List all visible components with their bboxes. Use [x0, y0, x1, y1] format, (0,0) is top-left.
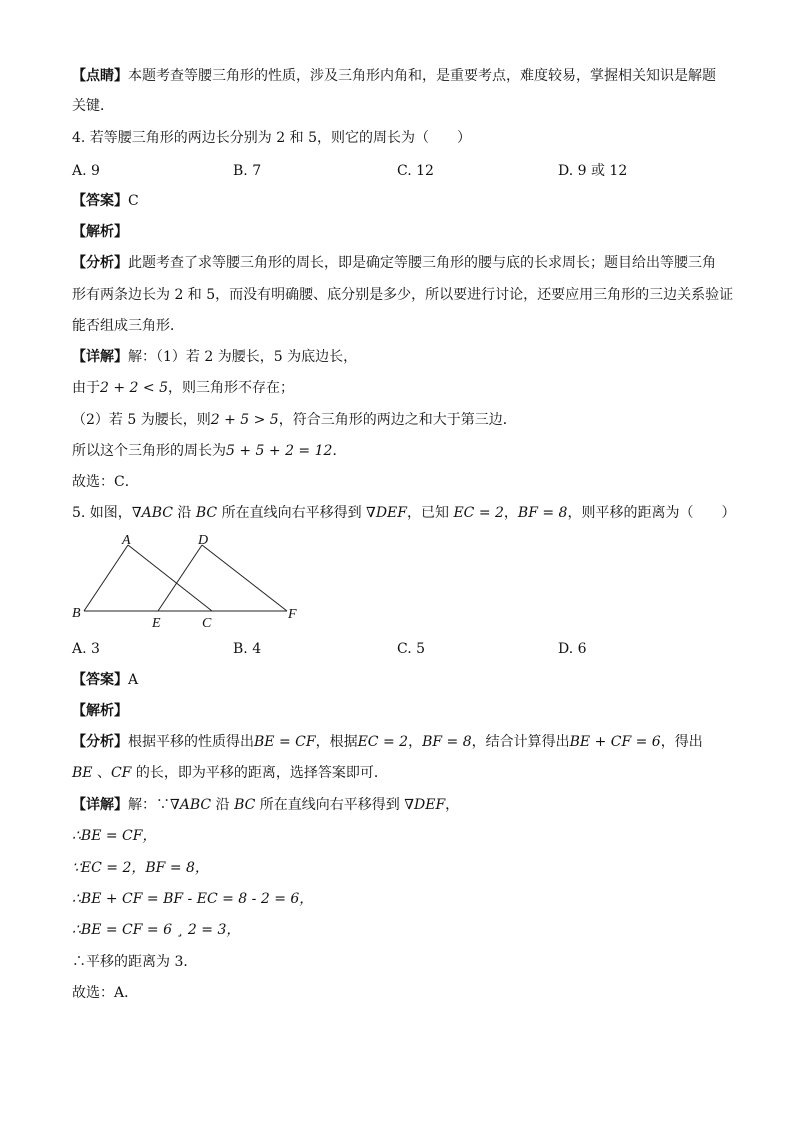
segment-ed	[158, 545, 202, 611]
q5-option-c: C. 5	[397, 641, 426, 657]
q4-xiangjie-4	[72, 441, 346, 461]
q5-xiangjie-5: ∴BE = CF = 6 ¸ 2 = 3，	[72, 922, 241, 938]
q4-xj3-b: ，符合三角形的两边之和大于第三边．	[278, 412, 517, 428]
q5-xj1-b: 沿	[211, 797, 235, 813]
q5-fenxi-1	[72, 732, 703, 752]
q5-xiangjie-label: 【详解】	[72, 797, 128, 813]
q4-xj2-b: ，则三角形不存在；	[167, 380, 294, 396]
q4-option-a: A. 9	[72, 163, 100, 179]
q5-xiangjie-2: ∴BE = CF，	[72, 828, 157, 844]
q5-option-a: A. 3	[72, 641, 100, 657]
q5-fx2-b: 的长，即为平移的距离，选择答案即可．	[131, 765, 388, 781]
q5-fx1-b: ，根据	[315, 734, 358, 750]
label-c: C	[202, 616, 212, 631]
q5-analysis-label: 【解析】	[72, 703, 128, 719]
q5-fx1-m3: BF = 8	[422, 734, 472, 750]
q4-xiangjie-label: 【详解】	[72, 349, 128, 365]
q5-fx1-d: ，结合计算得出	[471, 734, 570, 750]
q4-option-b: B. 7	[233, 163, 262, 179]
q5-answer-value: A	[128, 672, 139, 688]
q4-xiangjie-1	[72, 347, 357, 367]
q4-answer-label: 【答案】	[72, 193, 128, 209]
q4-xj2-math: 2 + 2 < 5	[100, 380, 168, 396]
q4-answer	[72, 191, 139, 211]
tip-line-1	[72, 66, 716, 86]
q5-xiangjie-6: ∴平移的距离为 3．	[72, 954, 198, 970]
q5-xj1-c: 所在直线向右平移得到	[255, 797, 405, 813]
label-e: E	[152, 616, 161, 631]
q5-xj1-m3: ∇DEF	[404, 797, 446, 813]
q4-stem: 4. 若等腰三角形的两边长分别为 2 和 5，则它的周长为（ ）	[72, 130, 471, 146]
q5-xiangjie-1	[72, 795, 459, 815]
q5-stem-m4: EC = 2	[453, 505, 504, 521]
tip-label: 【点睛】	[72, 68, 128, 84]
q5-fx1-e: ，得出	[660, 734, 703, 750]
q5-fenxi-2	[72, 763, 388, 783]
q5-xj1-d: ，	[445, 797, 460, 813]
label-a: A	[122, 533, 131, 548]
q4-answer-value: C	[128, 193, 139, 209]
q5-stem-m2: BC	[195, 505, 218, 521]
q5-fx2-m1: BE	[72, 765, 93, 781]
q5-stem-m5: BF = 8	[517, 505, 568, 521]
q5-stem-d: ，已知	[406, 505, 454, 521]
q5-stem-b: 沿	[172, 505, 196, 521]
q5-fx1-a: 根据平移的性质得出	[128, 734, 254, 750]
q4-xj3-math: 2 + 5 > 5	[210, 412, 279, 428]
q5-xiangjie-3: ∵EC = 2，BF = 8，	[72, 860, 209, 876]
q5-fx1-m1: BE = CF	[254, 734, 316, 750]
q4-xj3-a: （2）若 5 为腰长，则	[72, 412, 211, 428]
q5-fx1-c: ，	[408, 734, 423, 750]
q4-xj4-math: 5 + 5 + 2 = 12	[226, 443, 333, 459]
q4-analysis-label: 【解析】	[72, 224, 128, 240]
q5-xj1-m1: ∇ABC	[170, 797, 212, 813]
q4-xiangjie-5: 故选：C．	[72, 474, 139, 490]
label-d: D	[198, 533, 209, 548]
q4-fenxi-label: 【分析】	[72, 255, 128, 271]
q5-fx1-m2: EC = 2	[357, 734, 409, 750]
q5-xj1-a: 解：∵	[128, 797, 170, 813]
segment-df	[202, 545, 287, 611]
q4-xj4-a: 所以这个三角形的周长为	[72, 443, 226, 459]
q5-stem-f: ，则平移的距离为（ ）	[567, 505, 736, 521]
q4-xiangjie-2	[72, 378, 294, 398]
q4-fenxi-1	[72, 253, 716, 273]
q4-fenxi-3: 能否组成三角形．	[72, 318, 184, 334]
q5-option-b: B. 4	[233, 641, 262, 657]
label-b: B	[72, 606, 81, 621]
q5-fenxi-label: 【分析】	[72, 734, 128, 750]
q5-xiangjie-7: 故选：A．	[72, 985, 139, 1001]
q5-xj1-m2: BC	[234, 797, 256, 813]
segment-ac	[128, 545, 212, 611]
q4-xj2-a: 由于	[72, 380, 100, 396]
q4-xj-text-1: 解：（1）若 2 为腰长，5 为底边长，	[128, 349, 358, 365]
tip-text-1: 本题考查等腰三角形的性质，涉及三角形内角和，是重要考点，难度较易，掌握相关知识是解题	[128, 68, 716, 84]
tip-line-2: 关键．	[72, 98, 114, 114]
q4-fenxi-text-1: 此题考查了求等腰三角形的周长，即是确定等腰三角形的腰与底的长求周长；题目给出等腰三角	[128, 255, 716, 271]
q5-stem-m3: ∇DEF	[366, 505, 407, 521]
q4-option-c: C. 12	[397, 163, 434, 179]
q4-xiangjie-3	[72, 410, 517, 430]
q5-fx2-m2: CF	[110, 765, 132, 781]
q5-stem	[72, 503, 735, 523]
label-f: F	[288, 607, 297, 622]
segment-ab	[84, 545, 128, 611]
q4-fenxi-2: 形有两条边长为 2 和 5，而没有明确腰、底分别是多少，所以要进行讨论，还要应用三角形的三边关系验证	[72, 287, 734, 303]
q4-xj4-b: ．	[332, 443, 347, 459]
q5-xiangjie-4: ∴BE + CF = BF - EC = 8 - 2 = 6，	[72, 891, 314, 907]
q4-option-d: D. 9 或 12	[558, 163, 628, 179]
q5-answer	[72, 670, 138, 690]
q5-answer-label: 【答案】	[72, 672, 128, 688]
q5-stem-c: 所在直线向右平移得到	[217, 505, 367, 521]
q5-stem-e: ，	[503, 505, 518, 521]
q5-fx2-a: 、	[92, 765, 111, 781]
translation-figure	[72, 532, 312, 632]
q5-stem-m1: ∇ABC	[131, 505, 173, 521]
q5-stem-a: 5. 如图，	[72, 505, 132, 521]
q5-option-d: D. 6	[558, 641, 587, 657]
q5-fx1-m4: BE + CF = 6	[569, 734, 661, 750]
